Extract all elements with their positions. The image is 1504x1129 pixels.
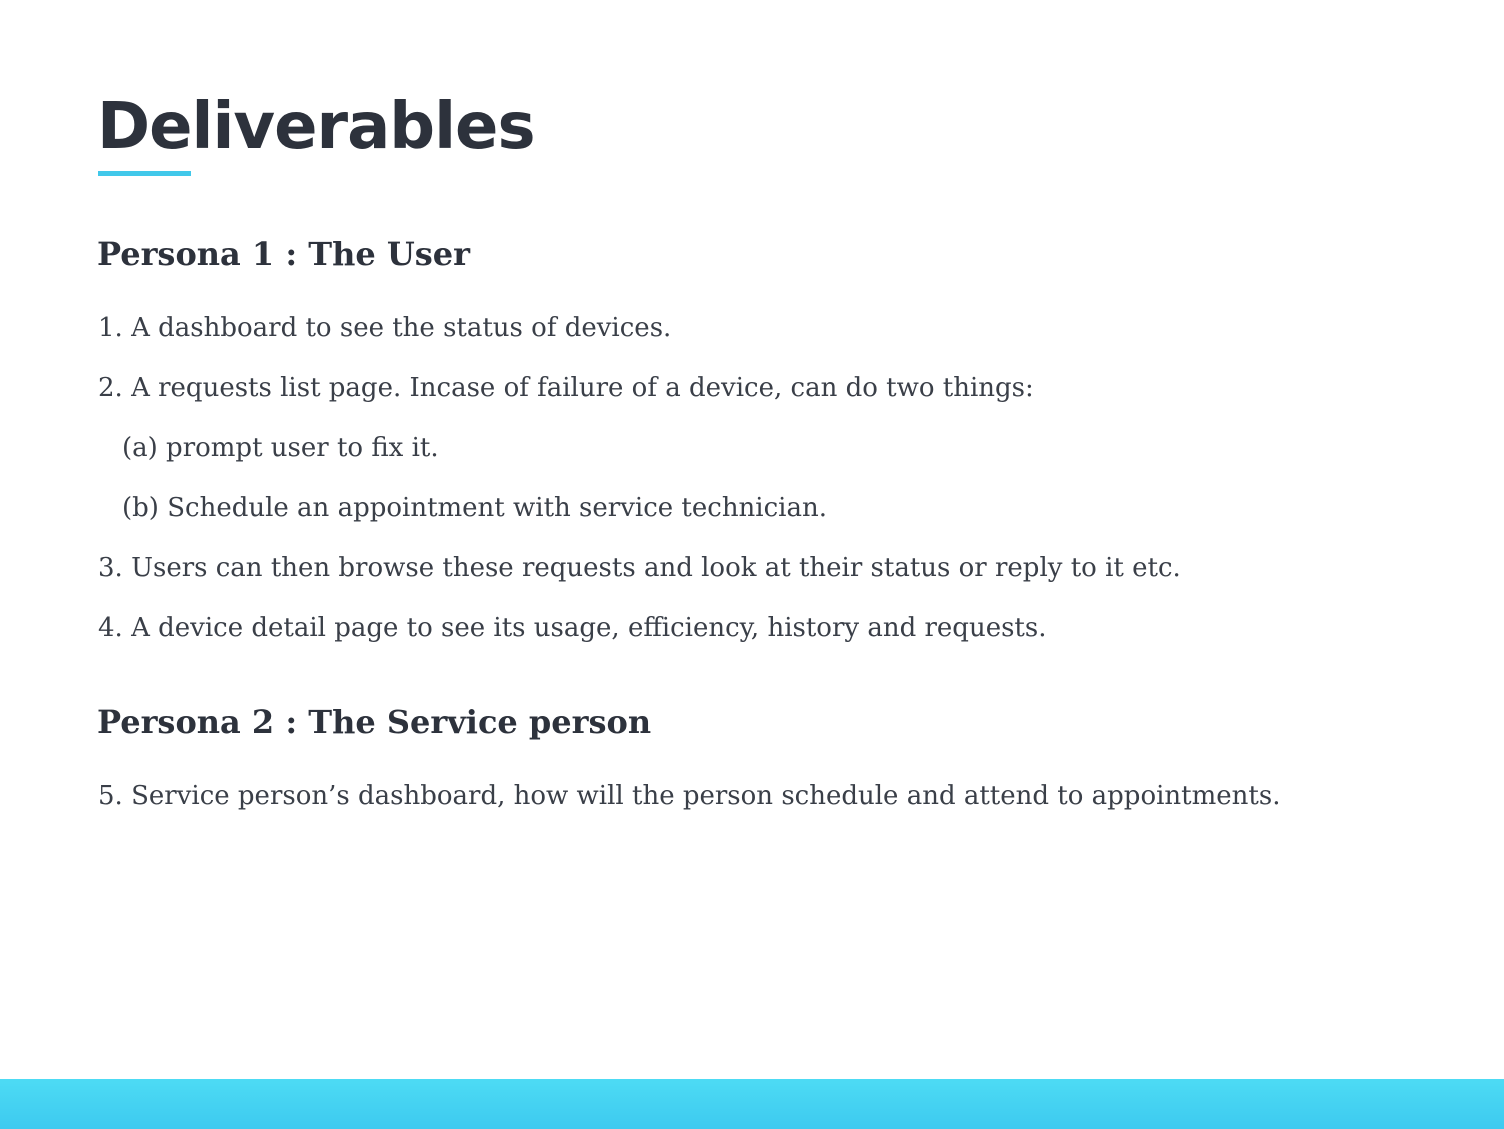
deliverable-item: 1. A dashboard to see the status of devices. [98, 313, 672, 343]
deliverable-item: 4. A device detail page to see its usage, efficiency, history and requests. [98, 613, 1047, 643]
title-underline-accent [98, 171, 191, 176]
slide-title: Deliverables [97, 90, 535, 164]
deliverable-subitem: (b) Schedule an appointment with service technician. [122, 493, 828, 523]
deliverable-item: 2. A requests list page. Incase of failure of a device, can do two things: [98, 373, 1034, 403]
deliverable-item: 3. Users can then browse these requests and look at their status or reply to it etc. [98, 553, 1181, 583]
persona-2-heading: Persona 2 : The Service person [97, 703, 652, 741]
deliverable-item: 5. Service person’s dashboard, how will the person schedule and attend to appointments. [98, 781, 1281, 811]
persona-1-heading: Persona 1 : The User [97, 235, 470, 273]
deliverable-subitem: (a) prompt user to fix it. [122, 433, 439, 463]
footer-accent-bar [0, 1079, 1504, 1129]
